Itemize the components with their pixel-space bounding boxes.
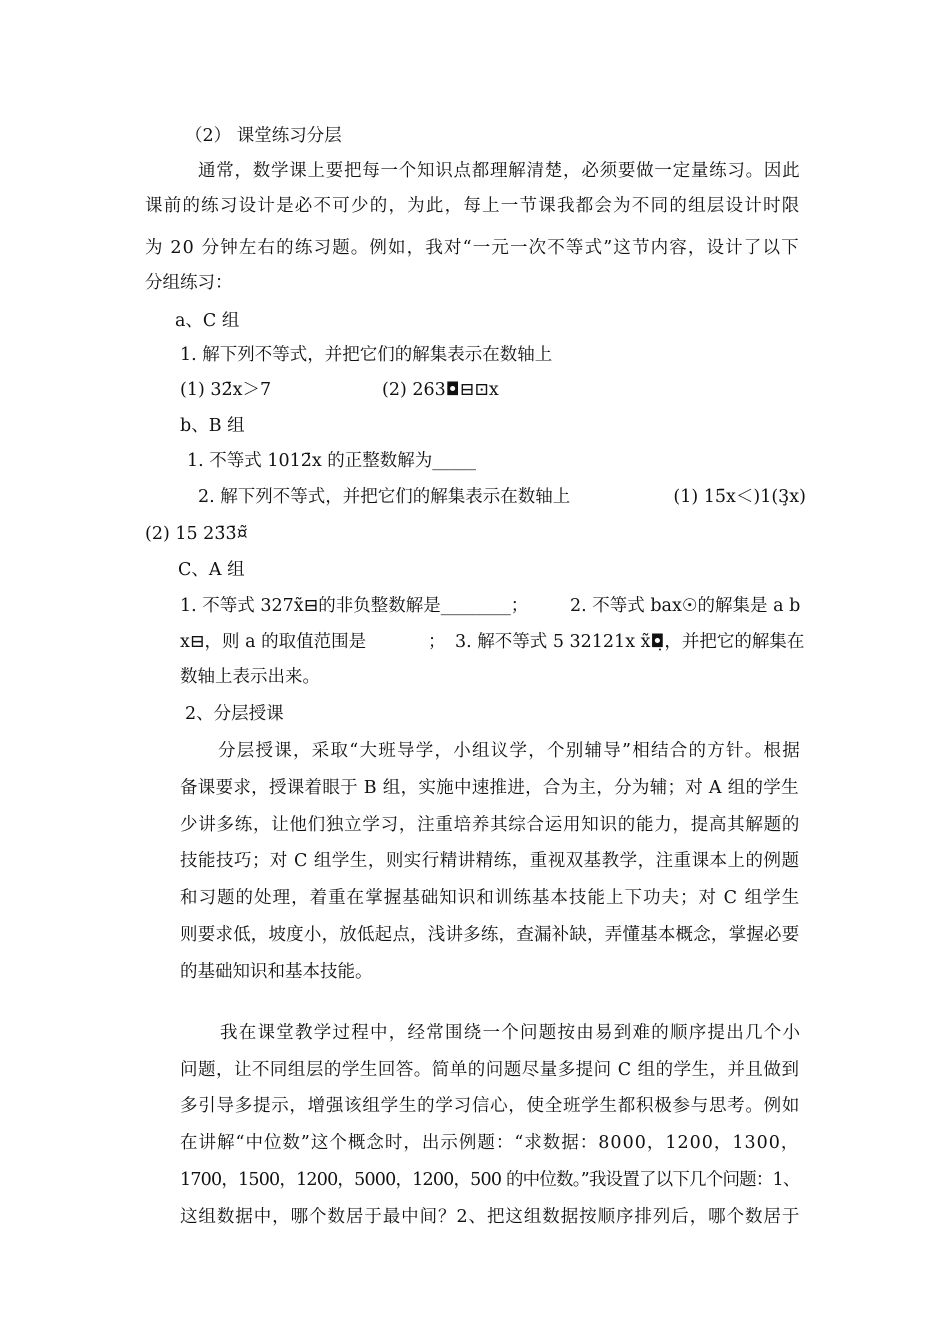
- group-a-line-3: 数轴上表示出来。: [180, 667, 320, 687]
- paragraph-line: [180, 927, 806, 945]
- text: 课前的练习设计是必不可少的，为此，每上一节课我都会为不同的组层设计时限: [145, 196, 801, 216]
- text: 通常，数学课上要把每一个知识点都理解清楚，必须要做一定量练习。因此: [198, 161, 801, 181]
- text: 分层授课，采取“大班导学，小组议学，个别辅导”相结合的方针。根据: [218, 741, 802, 761]
- paragraph-line: [180, 1135, 806, 1153]
- paragraph-line: [180, 1209, 806, 1227]
- paragraph-line: [145, 198, 806, 216]
- group-c-question-1: 1. 解下列不等式，并把它们的解集表示在数轴上: [180, 345, 553, 365]
- text: 我在课堂教学过程中，经常围绕一个问题按由易到难的顺序提出几个小: [220, 1023, 802, 1043]
- paragraph-line: [180, 890, 806, 908]
- paragraph-line: 分组练习：: [145, 273, 233, 293]
- text: 这组数据中，哪个数居于最中间？2、把这组数据按顺序排列后，哪个数居于: [180, 1207, 801, 1227]
- paragraph-line: [180, 1098, 806, 1116]
- text: 和习题的处理，着重在掌握基础知识和训练基本技能上下功夫；对 C 组学生: [180, 888, 801, 908]
- group-a-line-2-sep: ；: [428, 632, 446, 652]
- paragraph-line: [220, 1025, 806, 1043]
- text: 在讲解“中位数”这个概念时，出示例题：“求数据：8000，1200，1300，: [180, 1133, 800, 1153]
- paragraph-line: [180, 817, 806, 835]
- text: 多引导多提示，增强该组学生的学习信心，使全班学生都积极参与思考。例如: [180, 1096, 801, 1116]
- group-b-question-2-cont: (2) 15 23̄3̄¤̃: [145, 524, 248, 544]
- text: 问题，让不同组层的学生回答。简单的问题尽量多提问 C 组的学生，并且做到: [180, 1060, 800, 1080]
- group-a-title: C、A 组: [178, 560, 245, 580]
- text: (1) 15̄x＜)1(3̧x): [673, 487, 806, 507]
- text: 少讲多练，让他们独立学习，注重培养其综合运用知识的能力，提高其解题的: [180, 815, 801, 835]
- group-a-question-3: 3. 解不等式 5 32121x x̃◘̣，并把它的解集在: [455, 632, 805, 652]
- group-c-title: a、C 组: [175, 311, 240, 331]
- group-a-question-2: 2. 不等式 bax☉的解集是 a b: [570, 596, 801, 616]
- paragraph-line: [145, 240, 806, 258]
- text: 技能技巧；对 C 组学生，则实行精讲精练，重视双基教学，注重课本上的例题: [180, 851, 800, 871]
- paragraph-line: [180, 780, 806, 798]
- text: 为 20 分钟左右的练习题。例如，我对“一元一次不等式”这节内容，设计了以下: [145, 238, 800, 258]
- text: 则要求低，坡度小，放低起点，浅讲多练，查漏补缺，弄懂基本概念，掌握必要: [180, 925, 800, 945]
- group-b-question-1: 1. 不等式 1012̄x 的正整数解为_____: [187, 451, 477, 471]
- paragraph-line: 的基础知识和基本技能。: [180, 962, 373, 982]
- paragraph-line: [198, 163, 806, 181]
- paragraph-line: [180, 1172, 806, 1190]
- group-b-title: b、B 组: [180, 416, 245, 436]
- group-c-inequality-1: (1) 32̄x＞7: [180, 380, 272, 400]
- section-heading-practice: （2） 课堂练习分层: [185, 126, 342, 146]
- group-a-question-1: 1. 不等式 327x̃⊟的非负整数解是________；: [180, 596, 529, 616]
- text: 备课要求，授课着眼于 B 组，实施中速推进，合为主，分为辅；对 A 组的学生: [180, 778, 799, 798]
- group-c-inequality-2: (2) 263◘⊟⊡x: [382, 380, 499, 400]
- group-b-question-2: [198, 489, 806, 507]
- paragraph-line: [180, 853, 806, 871]
- text: 1700，1500，1200，5000，1200，500 的中位数。”我设置了以下几个问题：1、: [180, 1170, 800, 1190]
- text: 2. 解下列不等式，并把它们的解集表示在数轴上: [198, 487, 571, 507]
- paragraph-line: [218, 743, 806, 761]
- paragraph-line: [180, 1062, 806, 1080]
- group-a-line-2: x⊟，则 a 的取值范围是: [180, 632, 367, 652]
- section-heading-teaching: 2、分层授课: [185, 704, 284, 724]
